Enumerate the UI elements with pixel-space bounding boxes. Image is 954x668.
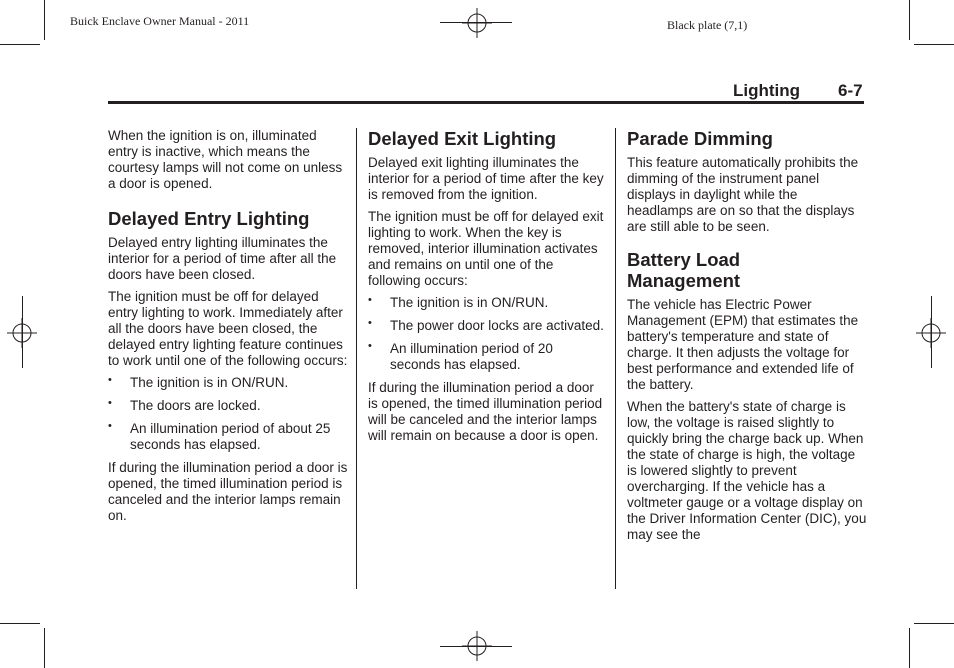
paragraph: The ignition must be off for delayed entry lighting to work. Immediately after all the doors have been closed, the delayed entry lighting feature continues to work until one of the following occurs: bbox=[108, 289, 348, 368]
heading-delayed-entry-lighting: Delayed Entry Lighting bbox=[108, 208, 310, 229]
manual-title: Buick Enclave Owner Manual - 2011 bbox=[70, 14, 250, 28]
heading-parade-dimming: Parade Dimming bbox=[627, 128, 773, 149]
crop-mark-tl-h bbox=[0, 44, 40, 45]
page-number: 6-7 bbox=[838, 81, 863, 100]
header-rule bbox=[108, 101, 864, 104]
intro-paragraph: When the ignition is on, illuminated entry is inactive, which means the courtesy lamps will not come on unless a door is opened. bbox=[108, 128, 343, 191]
crop-mark-tl-v bbox=[44, 0, 45, 40]
paragraph: If during the illumination period a door is opened, the timed illumination period is canceled and the interior lamps remain on. bbox=[108, 460, 348, 523]
registration-mark-right-icon bbox=[916, 318, 946, 348]
paragraph: Delayed entry lighting illuminates the interior for a period of time after all the doors have been closed. bbox=[108, 235, 337, 282]
list-item: • The power door locks are activated. bbox=[368, 318, 606, 334]
crop-mark-br-h bbox=[914, 623, 954, 624]
column-1 bbox=[108, 128, 348, 530]
heading-delayed-exit-lighting: Delayed Exit Lighting bbox=[368, 128, 557, 149]
column-3 bbox=[627, 128, 867, 549]
column-divider-1 bbox=[356, 128, 357, 589]
column-2 bbox=[368, 128, 606, 450]
registration-mark-top-icon bbox=[462, 8, 492, 38]
crop-mark-bl-h bbox=[0, 623, 40, 624]
list-item: • The doors are locked. bbox=[108, 398, 348, 414]
list-item: • The ignition is in ON/RUN. bbox=[368, 295, 606, 311]
paragraph: When the battery's state of charge is low, the voltage is raised slightly to quickly bring the charge back up. When the state of charge is high, the voltage is lowered slightly to prevent overcharging. If the vehicle has a voltmeter gauge or a voltage display on the Driver Information Center (DIC), you may see the bbox=[627, 399, 867, 542]
crop-mark-tr-v bbox=[909, 0, 910, 40]
list-item: • An illumination period of 20 seconds has elapsed. bbox=[368, 341, 606, 373]
section-title: Lighting bbox=[733, 81, 801, 100]
paragraph: The vehicle has Electric Power Management (EPM) that estimates the battery's temperature and state of charge. It then adjusts the voltage for best performance and extended life of the battery. bbox=[627, 297, 859, 392]
crop-mark-bl-v bbox=[44, 628, 45, 668]
crop-mark-tr-h bbox=[914, 44, 954, 45]
heading-battery-load-management: Battery Load Management bbox=[627, 249, 741, 291]
paragraph: This feature automatically prohibits the dimming of the instrument panel displays in daylight while the headlamps are on so that the displays are still able to be seen. bbox=[627, 155, 859, 234]
bullet-list bbox=[108, 375, 348, 453]
list-item: • An illumination period of about 25 seconds has elapsed. bbox=[108, 421, 348, 453]
paragraph: If during the illumination period a door is opened, the timed illumination period will be canceled and the interior lamps will remain on because a door is open. bbox=[368, 380, 603, 443]
registration-mark-bottom-icon bbox=[462, 631, 492, 661]
paragraph: The ignition must be off for delayed exit lighting to work. When the key is removed, interior illumination activates and remains on until one of the following occurs: bbox=[368, 209, 604, 288]
paragraph: Delayed exit lighting illuminates the interior for a period of time after the key is removed from the ignition. bbox=[368, 155, 604, 202]
registration-mark-left-icon bbox=[7, 318, 37, 348]
list-item: • The ignition is in ON/RUN. bbox=[108, 375, 348, 391]
bullet-list bbox=[368, 295, 606, 373]
crop-mark-br-v bbox=[909, 628, 910, 668]
plate-label: Black plate (7,1) bbox=[667, 18, 748, 32]
column-divider-2 bbox=[615, 128, 616, 589]
